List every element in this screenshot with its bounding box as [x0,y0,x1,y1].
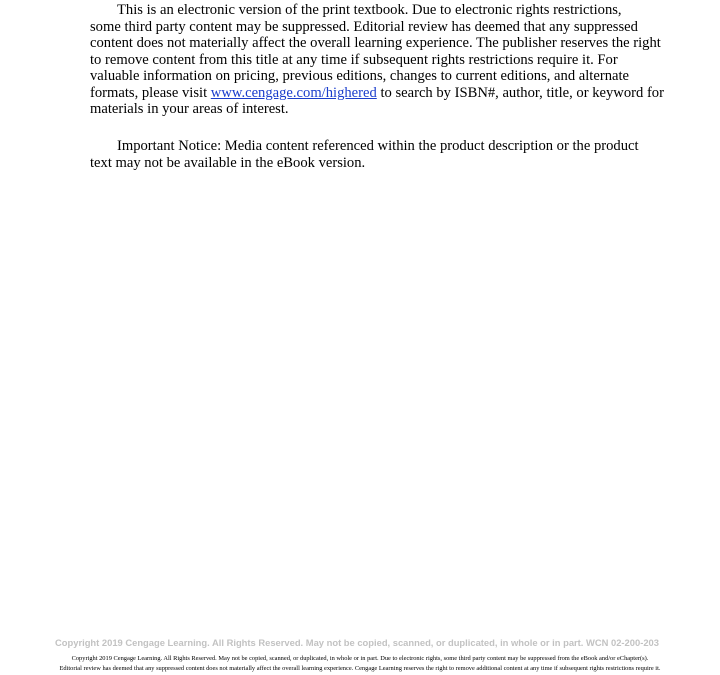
important-notice-line-2: text may not be available in the eBook version. [90,154,366,171]
electronic-version-notice [90,2,664,118]
notice-line-3: content does not materially affect the overall learning experience. The publisher reserves the right [90,35,661,51]
notice-line-7: materials in your areas of interest. [90,101,289,117]
important-notice-line-1: Important Notice: Media content referenced within the product description or the product [117,138,639,154]
notice-line-6 [90,84,664,102]
notice-line-2: some third party content may be suppressed. Editorial review has deemed that any suppressed [90,18,638,35]
copyright-watermark: Copyright 2019 Cengage Learning. All Rights Reserved. May not be copied, scanned, or duplicated, in whole or in part. WCN 02-200-203 [55,637,659,648]
notice-line-6-start: formats, please visit [90,84,211,101]
notice-line-1: This is an electronic version of the print textbook. Due to electronic rights restrictions, [117,2,622,18]
footer-copyright-line-1: Copyright 2019 Cengage Learning. All Rights Reserved. May not be copied, scanned, or duplicated, in whole or in part. Due to electronic rights, some third party content may be suppressed from the eBook and/or eChapter(s). [71,655,649,662]
notice-line-4: to remove content from this title at any time if subsequent rights restrictions require it. For [90,51,618,68]
notice-line-6-end: to search by ISBN#, author, title, or keyword for [376,84,664,101]
footer-copyright-line-2: Editorial review has deemed that any suppressed content does not materially affect the overall learning experience. Cengage Learning reserves the right to remove additional content at any time if subsequent rights restrictions require it. [59,665,661,672]
notice-line-5: valuable information on pricing, previous editions, changes to current editions, and alternate [90,68,629,84]
important-notice [90,138,650,171]
cengage-higher-ed-link[interactable]: www.cengage.com/highered [210,84,377,101]
